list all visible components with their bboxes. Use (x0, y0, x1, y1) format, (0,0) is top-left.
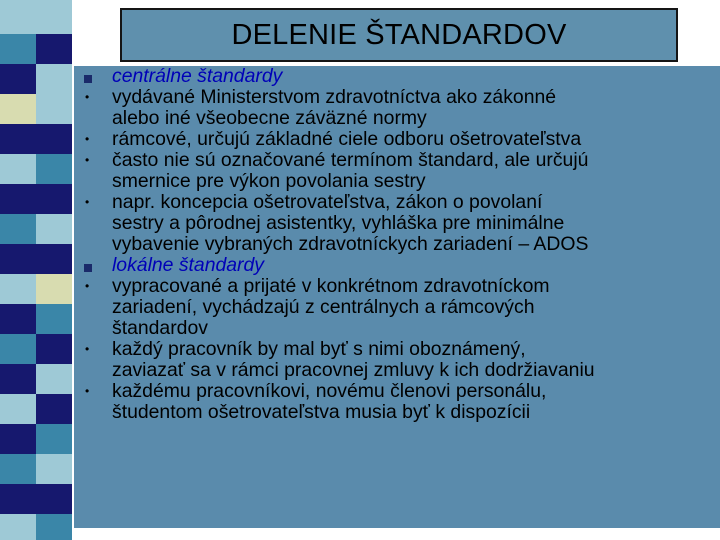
stripe-block (36, 484, 72, 514)
bullet-line: zariadení, vychádzajú z centrálnych a rámcových (112, 296, 535, 318)
stripe-block (36, 394, 72, 424)
stripe-block (0, 424, 36, 454)
sub-bullet-item (80, 192, 716, 255)
sub-bullet-item (80, 87, 716, 129)
bullet-line: vybavenie vybraných zdravotníckych zariadení – ADOS (112, 233, 589, 255)
bullet-line: štandardov (112, 317, 208, 339)
stripe-block (36, 154, 72, 184)
stripe-block (36, 274, 72, 304)
bullet-list (80, 66, 716, 423)
stripe-block (0, 244, 36, 274)
stripe-block (36, 0, 72, 34)
title-box (120, 8, 678, 62)
stripe-block (0, 214, 36, 244)
stripe-block (0, 364, 36, 394)
stripe-block (36, 94, 72, 124)
stripe-block (0, 334, 36, 364)
stripe-block (0, 514, 36, 540)
main-bullet-item (80, 66, 716, 87)
bullet-line: rámcové, určujú základné ciele odboru ošetrovateľstva (112, 128, 582, 150)
bullet-line: každý pracovník by mal byť s nimi oboznámený, (112, 338, 526, 360)
stripe-block (0, 124, 36, 154)
stripe-block (0, 394, 36, 424)
bullet-line: napr. koncepcia ošetrovateľstva, zákon o povolaní (112, 191, 543, 213)
stripe-block (0, 0, 36, 34)
bullet-line: vypracované a prijaté v konkrétnom zdravotníckom (112, 275, 550, 297)
sub-bullet-item (80, 150, 716, 192)
stripe-block (36, 124, 72, 154)
sub-bullet-item (80, 381, 716, 423)
bullet-heading: lokálne štandardy (112, 254, 264, 276)
stripe-block (0, 34, 36, 64)
bullet-line: smernice pre výkon povolania sestry (112, 170, 426, 192)
stripe-block (36, 64, 72, 94)
stripe-block (36, 244, 72, 274)
stripe-block (36, 364, 72, 394)
stripe-block (0, 94, 36, 124)
sub-bullet-item (80, 339, 716, 381)
main-bullet-item (80, 255, 716, 276)
bullet-line: študentom ošetrovateľstva musia byť k dispozícii (112, 401, 531, 423)
stripe-block (36, 334, 72, 364)
slide-title: DELENIE ŠTANDARDOV (231, 18, 567, 51)
stripe-block (0, 274, 36, 304)
stripe-block (0, 64, 36, 94)
stripe-block (36, 424, 72, 454)
bullet-heading: centrálne štandardy (112, 65, 283, 87)
stripe-block (36, 304, 72, 334)
stripe-block (36, 184, 72, 214)
stripe-block (36, 214, 72, 244)
stripe-block (0, 184, 36, 214)
bullet-line: každému pracovníkovi, novému členovi personálu, (112, 380, 547, 402)
bullet-line: alebo iné všeobecne záväzné normy (112, 107, 427, 129)
bullet-line: zaviazať sa v rámci pracovnej zmluvy k ich dodržiavaniu (112, 359, 595, 381)
decorative-stripe (0, 0, 72, 540)
sub-bullet-item (80, 129, 716, 150)
bullet-line: často nie sú označované termínom štandard, ale určujú (112, 149, 589, 171)
bullet-line: sestry a pôrodnej asistentky, vyhláška pre minimálne (112, 212, 565, 234)
stripe-block (36, 454, 72, 484)
stripe-block (36, 514, 72, 540)
bullet-line: vydávané Ministerstvom zdravotníctva ako zákonné (112, 86, 557, 108)
stripe-block (0, 454, 36, 484)
stripe-block (0, 154, 36, 184)
stripe-block (36, 34, 72, 64)
sub-bullet-item (80, 276, 716, 339)
stripe-block (0, 484, 36, 514)
stripe-block (0, 304, 36, 334)
